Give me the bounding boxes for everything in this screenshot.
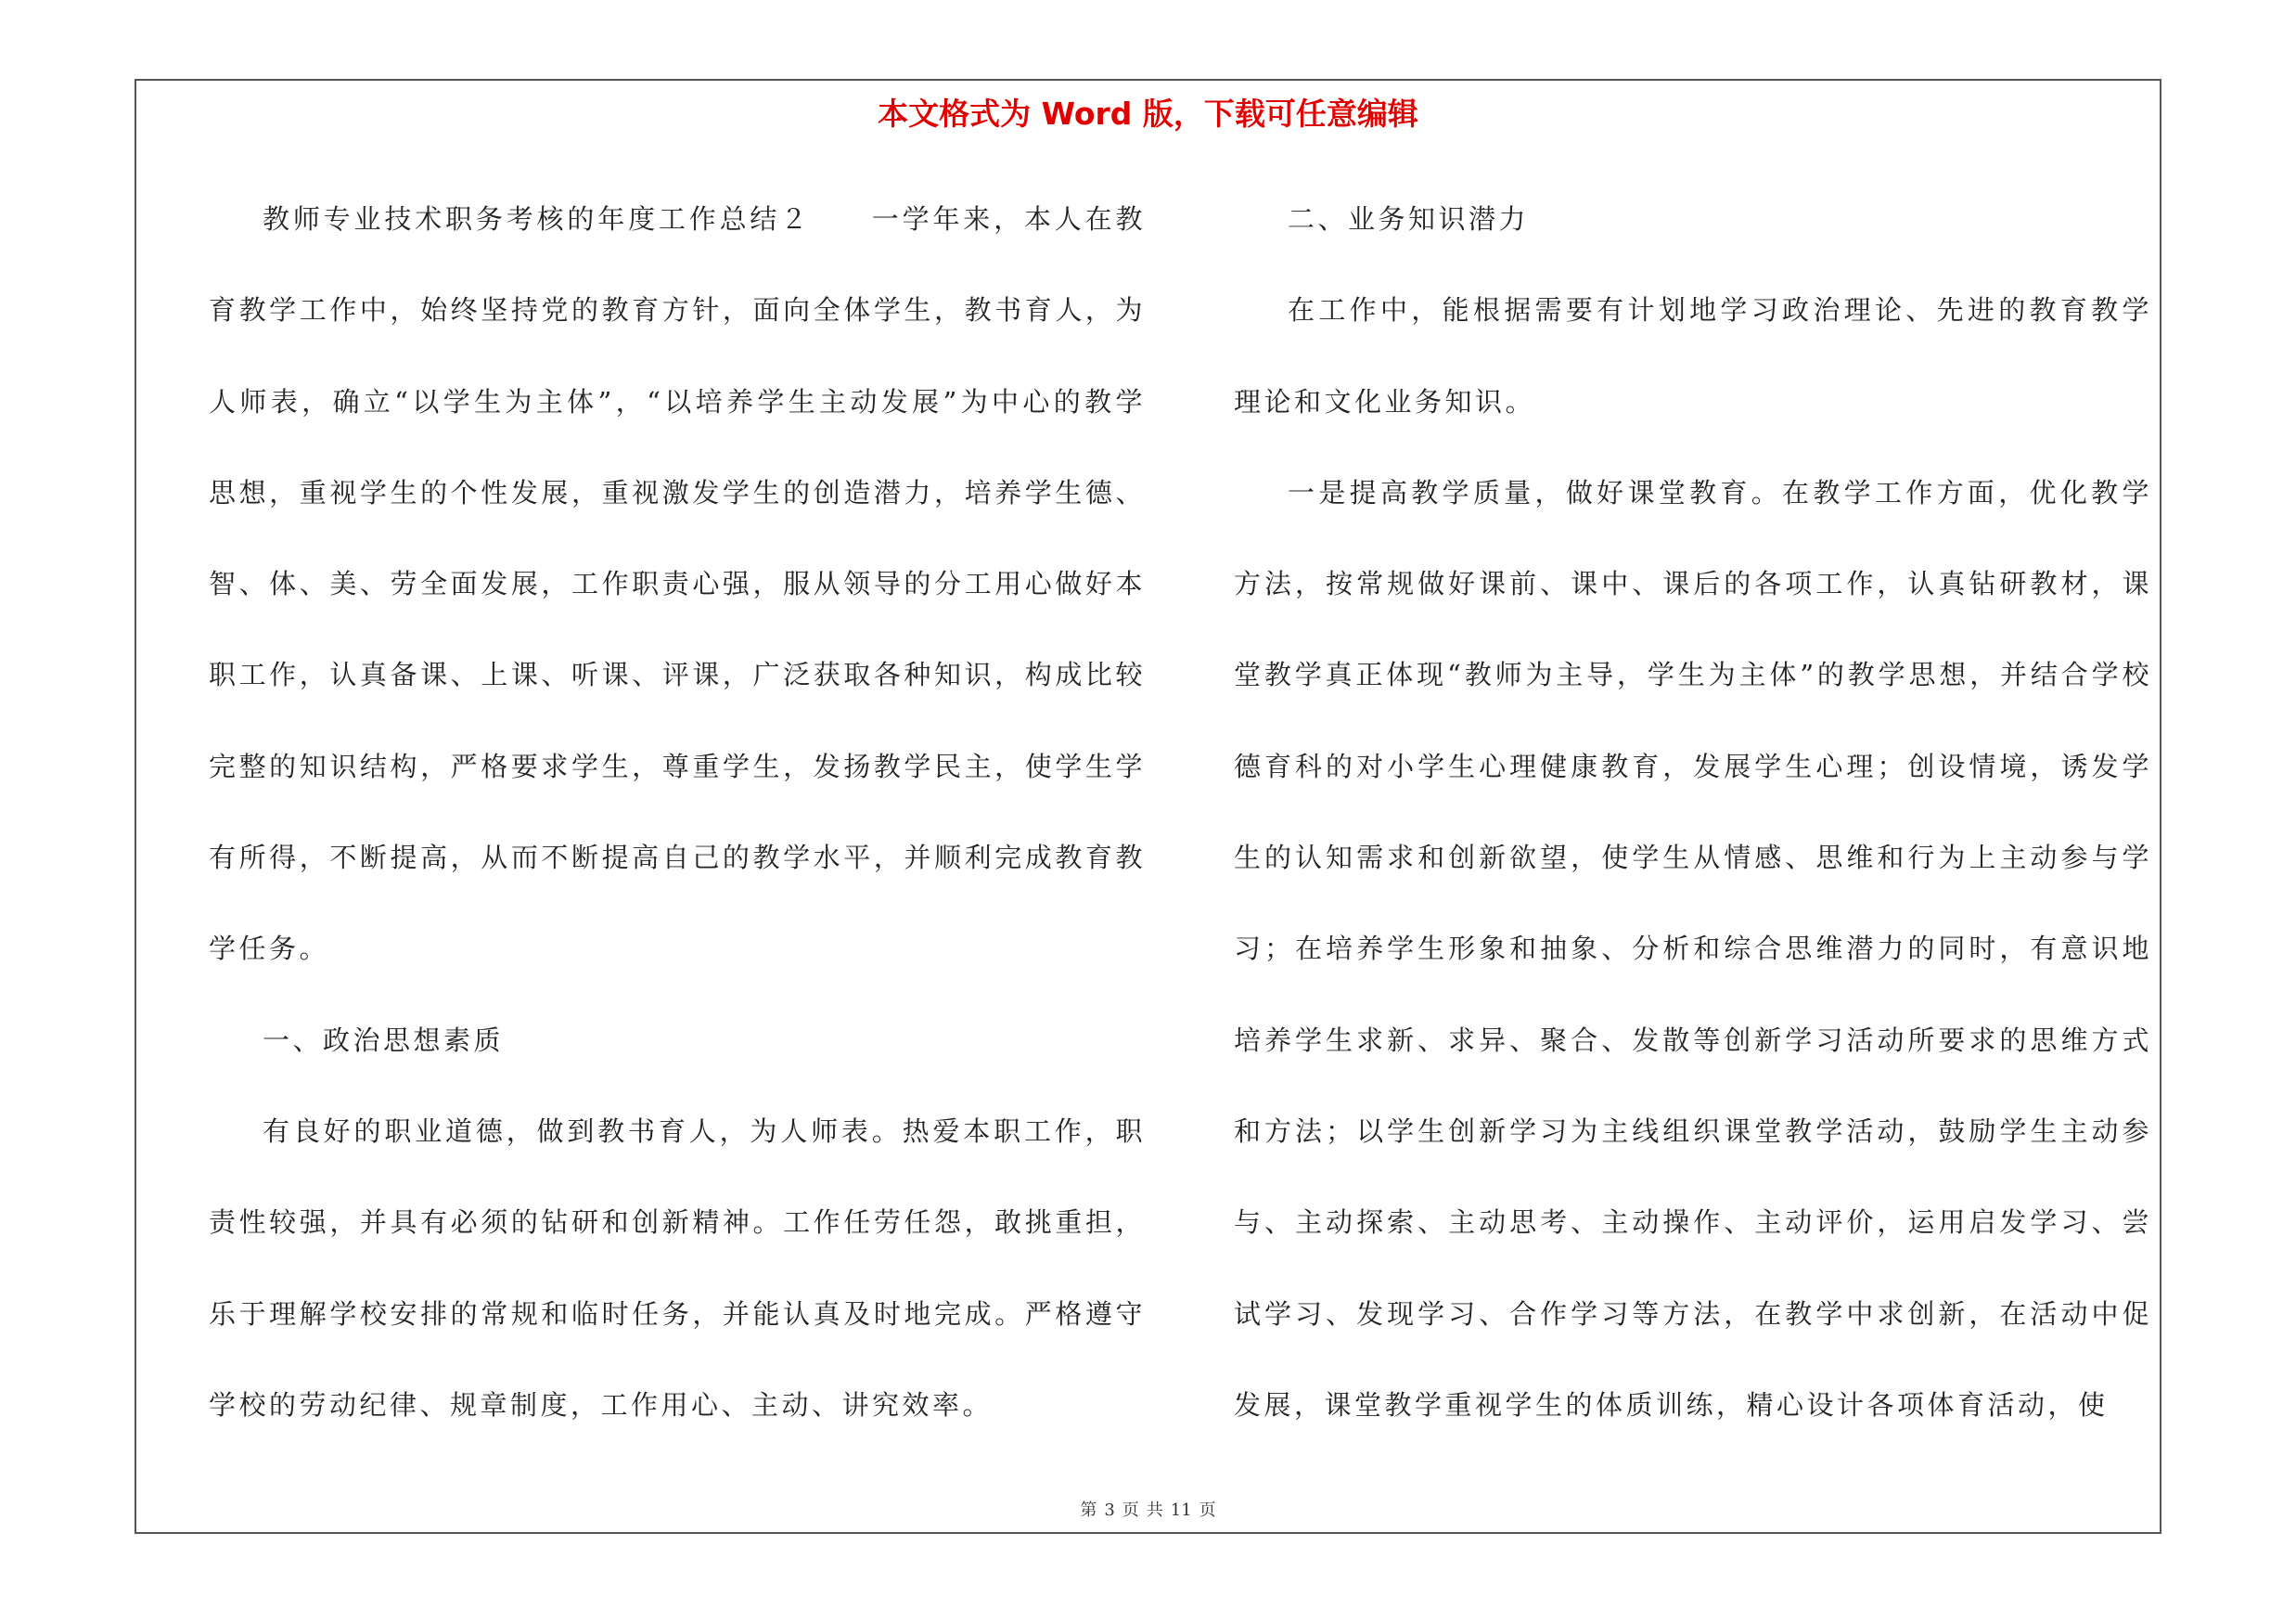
footer-total-word: 共 [1146, 1501, 1163, 1520]
political-paragraph: 有良好的职业道德，做到教书育人，为人师表。热爱本职工作，职责性较强，并具有必须的钻研和创新精神。工作任劳任怨，敢挑重担，乐于理解学校安排的常规和临时任务，并能认真及时地完成。严格遵守学校的劳动纪律、规章制度，工作用心、主动、讲究效率。 [209, 1114, 1146, 1421]
business-paragraph: 在工作中，能根据需要有计划地学习政治理论、先进的教育教学理论和文化业务知识。 [1234, 294, 2152, 418]
document-page [135, 79, 2161, 1534]
teaching-quality-paragraph: 一是提高教学质量，做好课堂教育。在教学工作方面，优化教学方法，按常规做好课前、课中、课后的各项工作，认真钻研教材，课堂教学真正体现“教师为主导，学生为主体”的教学思想，并结合学校德育科的对小学生心理健康教育，发展学生心理；创设情境，诱发学生的认知需求和创新欲望，使学生从情感、思维和行为上主动参与学习；在培养学生形象和抽象、分析和综合思维潜力的同时，有意识地培养学生求新、求异、聚合、发散等创新学习活动所要求的思维方式和方法；以学生创新学习为主线组织课堂教学活动，鼓励学生主动参与、主动探索、主动思考、主动操作、主动评价，运用启发学习、尝试学习、发现学习、合作学习等方法，在教学中求创新，在活动中促发展，课堂教学重视学生的体质训练，精心设计各项体育活动，使 [1234, 476, 2152, 1421]
footer-page-word: 页 [1122, 1501, 1139, 1520]
intro-paragraph: 教师专业技术职务考核的年度工作总结２ 一学年来，本人在教育教学工作中，始终坚持党的教育方针，面向全体学生，教书育人，为人师表，确立“以学生为主体”，“以培养学生主动发展”为中心的教学思想，重视学生的个性发展，重视激发学生的创造潜力，培养学生德、智、体、美、劳全面发展，工作职责心强，服从领导的分工用心做好本职工作，认真备课、上课、听课、评课，广泛获取各种知识，构成比较完整的知识结构，严格要求学生，尊重学生，发扬教学民主，使学生学有所得，不断提高，从而不断提高自己的教学水平，并顺利完成教育教学任务。 [209, 203, 1146, 965]
footer-suffix: 页 [1199, 1501, 1216, 1520]
section-heading-business: 二、业务知识潜力 [1288, 203, 1530, 235]
right-column [1234, 174, 2152, 1450]
section-heading-political: 一、政治思想素质 [263, 1024, 505, 1056]
page-number: 3 [1104, 1501, 1115, 1520]
footer-prefix: 第 [1080, 1501, 1097, 1520]
format-banner: 本文格式为 Word 版，下载可任意编辑 [878, 96, 1418, 132]
total-pages: 11 [1170, 1501, 1192, 1520]
left-column [209, 174, 1146, 1450]
page-footer [136, 1497, 2160, 1521]
